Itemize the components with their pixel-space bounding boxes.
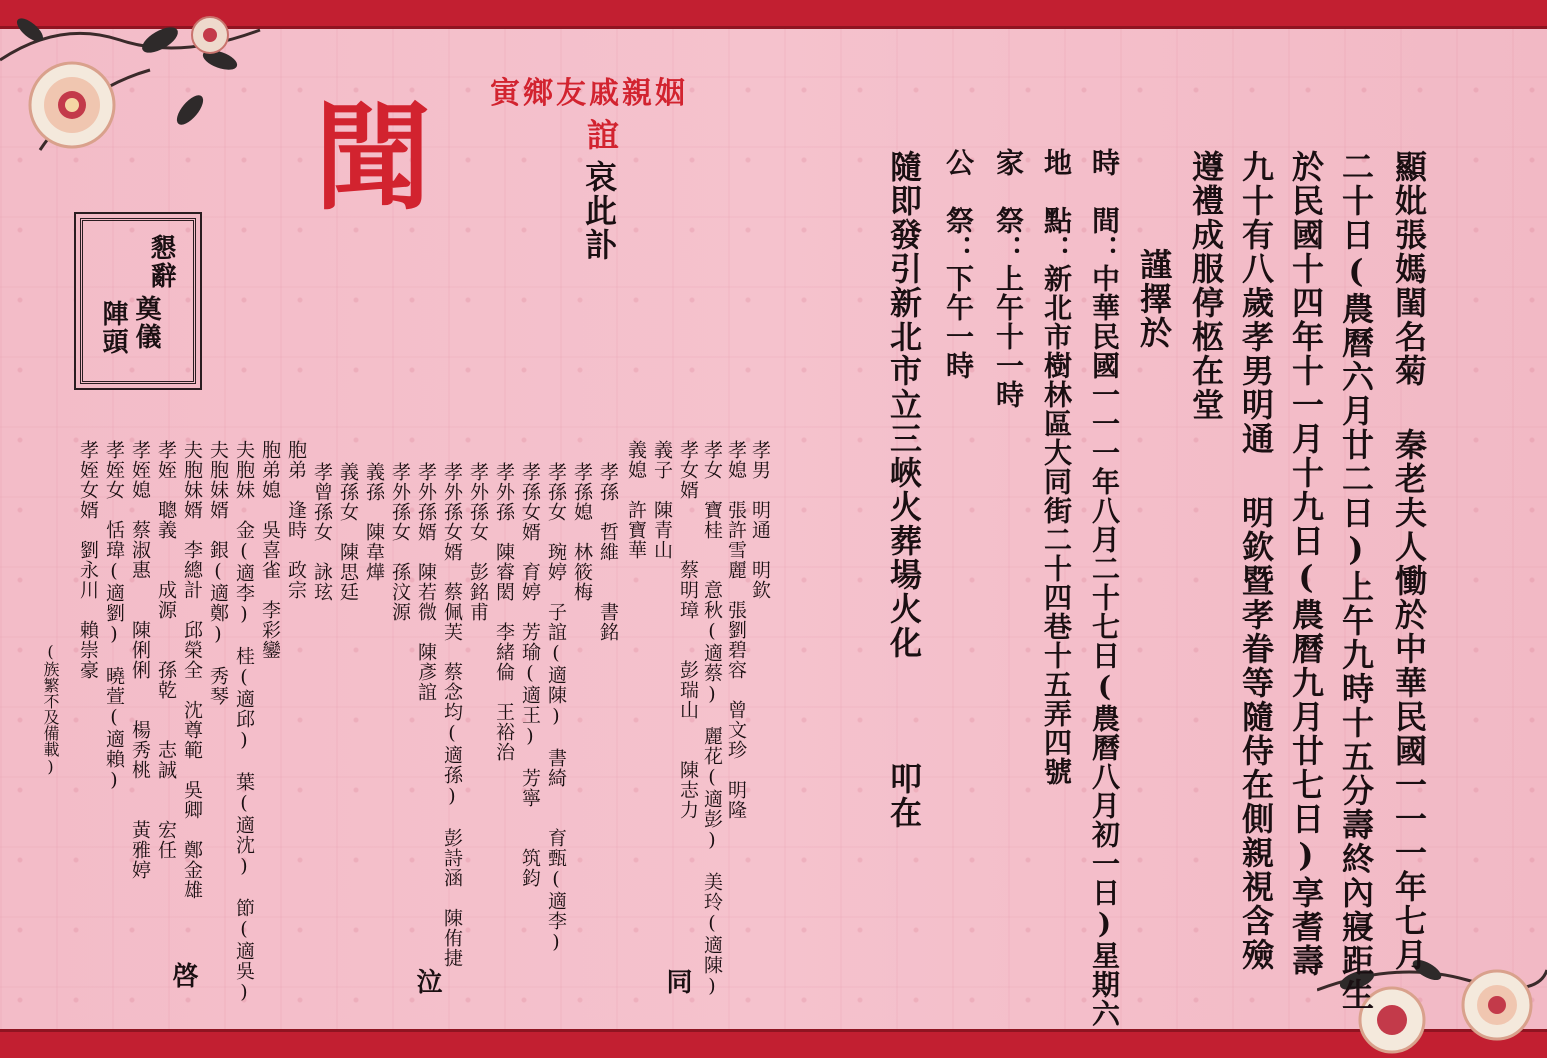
relation-row	[572, 462, 591, 602]
relation-names: 哲維 書銘	[597, 522, 619, 642]
relation-names: 蔡淑惠 陳俐俐 楊秀桃 黃雅婷	[129, 520, 151, 880]
relation-label: 孝外孫	[493, 462, 515, 522]
closing-aici: 哀此訃	[580, 160, 618, 262]
relation-row	[726, 440, 745, 820]
relation-row	[520, 462, 539, 888]
relation-row	[598, 462, 617, 642]
info-location: 地 點：新北市樹林區大同街二十四巷十五弄四號	[1040, 148, 1073, 786]
relation-row	[626, 440, 645, 560]
relation-row	[468, 462, 487, 622]
relation-row	[364, 462, 383, 582]
relation-label: 孝孫女	[545, 462, 567, 522]
relation-label: 孝孫	[597, 462, 619, 502]
relation-names: 金(適李) 桂(適邱) 葉(適沈) 節(適吳)	[233, 520, 255, 1004]
relation-names: 陳思廷	[337, 542, 359, 602]
main-text-line-4: 九十有八歲孝男明通 明欽暨孝眷等隨侍在側親視含殮	[1237, 150, 1275, 972]
relation-row	[130, 440, 149, 880]
relation-row	[338, 462, 357, 602]
relation-names: 彭銘甫	[467, 562, 489, 622]
relation-row	[78, 440, 97, 680]
relation-names: 銀(適鄭) 秀琴	[207, 540, 229, 706]
relation-names: 陳若微 陳彥誼	[415, 562, 437, 702]
main-text-line-2: 二十日(農曆六月廿二日)上午九時十五分壽終內寢距生	[1337, 150, 1375, 1012]
relation-label: 孝姪媳	[129, 440, 151, 500]
relation-row	[312, 462, 331, 602]
relation-row	[104, 440, 123, 792]
relation-row	[750, 440, 769, 600]
box-col-3: 奠儀	[131, 295, 161, 351]
relation-names: 陳睿閎 李緒倫 王裕治	[493, 542, 515, 762]
relation-names: 陳韋燁	[363, 522, 385, 582]
main-text-line-6: 謹擇於	[1135, 248, 1173, 350]
relation-row	[208, 440, 227, 706]
main-text-line-3: 於民國十四年十一月十九日(農曆九月廿七日)享耆壽	[1287, 150, 1325, 978]
tong-mark: 同	[662, 968, 692, 996]
box-col-2: 陣頭	[98, 300, 128, 356]
relation-label: 夫胞妹婿	[207, 440, 229, 520]
main-text-line-5: 遵禮成服停柩在堂	[1187, 150, 1225, 422]
info-time: 時 間：中華民國一一一年八月二十七日(農曆八月初一日)星期六	[1088, 148, 1121, 1028]
relation-row	[234, 440, 253, 1004]
top-left-flower-decoration	[0, 0, 280, 200]
relation-row	[156, 440, 175, 860]
relation-names: 孫汶源	[389, 562, 411, 622]
relation-row	[702, 440, 721, 998]
relation-label: 胞弟	[285, 440, 307, 480]
footnote: (族繁不及備載)	[41, 642, 60, 776]
relation-row	[390, 462, 409, 622]
relation-label: 義孫女	[337, 462, 359, 522]
relation-label: 義孫	[363, 462, 385, 502]
relation-label: 孝外孫女婿	[441, 462, 463, 562]
relation-label: 夫胞妹	[233, 440, 255, 500]
qi2-mark: 啓	[168, 962, 198, 990]
relation-label: 孝外孫女	[467, 462, 489, 542]
relation-names: 寶桂 意秋(適蔡) 麗花(適彭) 美玲(適陳)	[701, 500, 723, 998]
relation-label: 孝姪女	[103, 440, 125, 500]
relation-row	[546, 462, 565, 954]
relation-names: 逢時 政宗	[285, 500, 307, 600]
relation-label: 義媳	[625, 440, 647, 480]
relation-label: 孝女婿	[677, 440, 699, 500]
relation-names: 育婷 芳瑜(適王) 芳寧 筑鈞	[519, 562, 541, 888]
header-title: 姻親戚友鄉寅	[490, 76, 688, 111]
relation-names: 李總計 邱榮全 沈尊範 吳卿 鄭金雄	[181, 540, 203, 900]
relation-label: 孝姪	[155, 440, 177, 480]
relation-names: 蔡佩芙 蔡念均(適孫) 彭詩涵 陳侑捷	[441, 582, 463, 968]
qi-mark: 泣	[412, 968, 442, 996]
relation-label: 夫胞妹婿	[181, 440, 203, 520]
relation-row	[652, 440, 671, 560]
relation-row	[678, 440, 697, 820]
relation-label: 孝男	[749, 440, 771, 480]
main-text-line-11: 隨即發引新北市立三峽火葬場火化 叩在	[885, 150, 923, 830]
relation-label: 孝孫媳	[571, 462, 593, 522]
box-col-1: 懇辭	[146, 234, 176, 290]
closing-yi: 誼	[582, 118, 620, 152]
relation-names: 劉永川 賴崇豪	[77, 540, 99, 680]
info-family-rite: 家 祭：上午十一時	[992, 148, 1025, 409]
wen-seal-character: 聞	[315, 90, 431, 226]
relation-label: 孝曾孫女	[311, 462, 333, 542]
relation-row	[182, 440, 201, 900]
relation-names: 琬婷 子誼(適陳) 書綺 育甄(適李)	[545, 542, 567, 954]
relation-names: 聰義 成源 孫乾 志誠 宏任	[155, 500, 177, 860]
relation-names: 詠玹	[311, 562, 333, 602]
relation-names: 張許雪麗 張劉碧容 曾文珍 明隆	[725, 500, 747, 820]
relation-names: 蔡明璋 彭瑞山 陳志力	[677, 520, 699, 820]
relation-row	[442, 462, 461, 968]
info-public-rite: 公 祭：下午一時	[942, 148, 975, 380]
relation-row	[286, 440, 305, 600]
relation-label: 孝外孫婿	[415, 462, 437, 542]
relation-names: 林筱梅	[571, 542, 593, 602]
relation-label: 孝孫女婿	[519, 462, 541, 542]
relation-label: 孝媳	[725, 440, 747, 480]
relation-row	[416, 462, 435, 702]
relation-row	[494, 462, 513, 762]
relation-row	[260, 440, 279, 660]
relation-names: 明通 明欽	[749, 500, 771, 600]
relation-label: 胞弟媳	[259, 440, 281, 500]
relation-label: 孝姪女婿	[77, 440, 99, 520]
relation-label: 孝外孫女	[389, 462, 411, 542]
relation-names: 恬瑋(適劉) 曉萱(適賴)	[103, 520, 125, 792]
bottom-border	[0, 1029, 1547, 1058]
relation-names: 陳青山	[651, 500, 673, 560]
relation-names: 吳喜雀 李彩鑾	[259, 520, 281, 660]
main-text-line-1: 顯妣張媽閨名菊 秦老夫人慟於中華民國一一一年七月	[1390, 150, 1428, 972]
relation-label: 義子	[651, 440, 673, 480]
relation-label: 孝女	[701, 440, 723, 480]
relation-names: 許寶華	[625, 500, 647, 560]
